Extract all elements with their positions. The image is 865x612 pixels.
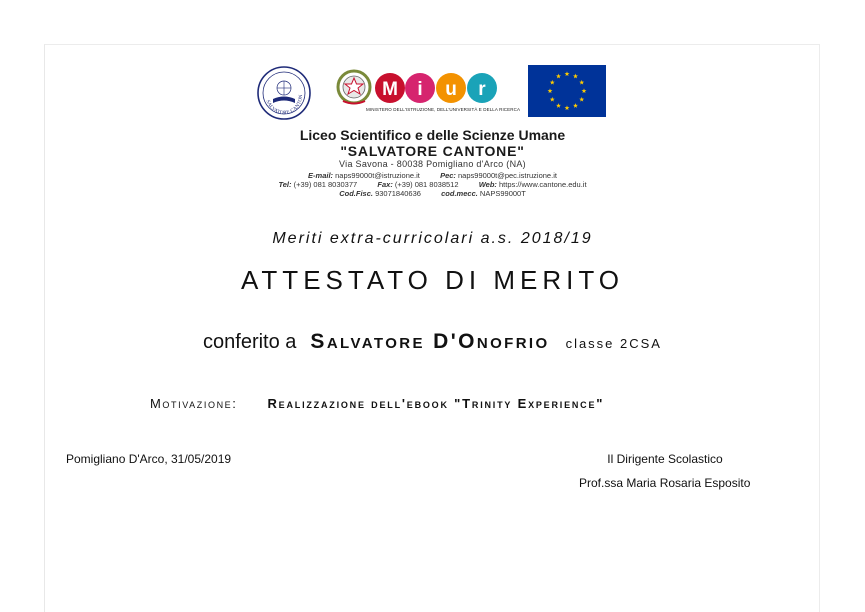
email-link[interactable]: naps99000t@istruzione.it [335,171,420,180]
pec-label: Pec: [440,171,456,180]
codfisc-value: 93071840636 [375,189,421,198]
certificate-title: ATTESTATO DI MERITO [241,265,624,295]
class-label: classe 2CSA [565,336,662,351]
seal-text: SALVATORE CANTON [264,94,305,117]
signer-role: Il Dirigente Scolastico [607,452,723,466]
motivation-text: Realizzazione dell'ebook "Trinity Experience" [267,396,605,411]
conferred-line [0,330,865,354]
miur-letter-r: r [478,79,486,100]
miur-logo [374,70,498,106]
school-name: Liceo Scientifico e delle Scienze Umane [299,127,566,143]
codfisc-label: Cod.Fisc. [339,189,373,198]
fax-label: Fax: [377,180,393,189]
codmecc-value: NAPS99000T [479,189,526,198]
conferred-prefix: conferito a [203,331,297,353]
codmecc-label: cod.mecc. [441,189,478,198]
certificate-subtitle: Meriti extra-curricolari a.s. 2018/19 [272,230,593,247]
tel-label: Tel: [278,180,292,189]
contact-line-email [0,171,865,180]
motivation-line [150,396,604,411]
tel-value: (+39) 081 8030377 [293,180,358,189]
school-address: Via Savona - 80038 Pomigliano d'Arco (NA) [339,159,526,169]
web-label: Web: [478,180,497,189]
place-date: Pomigliano D'Arco, 31/05/2019 [66,452,232,466]
pec-link[interactable]: naps99000t@pec.istruzione.it [458,171,557,180]
miur-letter-u: u [445,79,457,100]
motivation-label: Motivazione: [150,396,238,411]
eu-flag-logo [528,65,606,117]
italian-emblem-logo [336,68,372,106]
web-link[interactable]: https://www.cantone.edu.it [499,180,587,189]
miur-letter-m: M [382,79,398,100]
school-seal-logo [257,66,311,120]
miur-caption: MINISTERO DELL'ISTRUZIONE, DELL'UNIVERSITÀ E DELLA RICERCA [366,107,521,112]
miur-letter-i: i [417,79,423,100]
school-title: "SALVATORE CANTONE" [340,143,525,159]
contact-line-codes [0,189,865,198]
fax-value: (+39) 081 8038512 [394,180,459,189]
recipient-name: Salvatore D'Onofrio [310,330,550,353]
email-label: E-mail: [308,171,334,180]
signer-name: Prof.ssa Maria Rosaria Esposito [579,476,751,490]
contact-line-phone [0,180,865,189]
